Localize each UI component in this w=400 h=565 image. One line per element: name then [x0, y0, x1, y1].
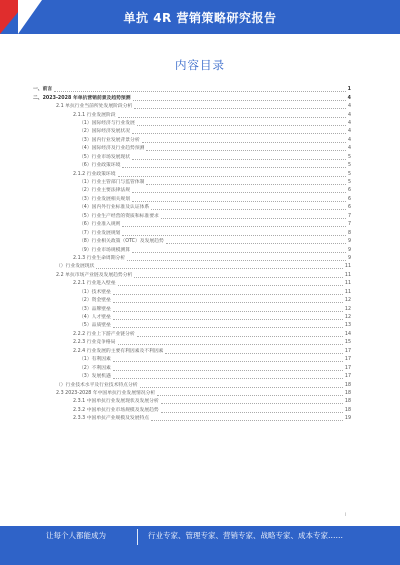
toc-entry-page: 14 — [344, 331, 351, 337]
toc-leader-dots — [132, 192, 346, 193]
toc-entry-label: （）行业技术水平及行业技术特点分析 — [56, 382, 138, 388]
footer-experts: 行业专家、管理专家、营销专家、战略专家、成本专家…… — [148, 531, 343, 540]
toc-leader-dots — [146, 184, 346, 185]
toc-entry[interactable] — [33, 331, 351, 339]
toc-entry[interactable] — [33, 103, 351, 111]
toc-leader-dots — [127, 260, 346, 261]
toc-entry-page: 4 — [347, 129, 351, 135]
toc-entry[interactable] — [33, 128, 351, 136]
toc-entry[interactable] — [33, 229, 351, 237]
toc-entry-page: 9 — [347, 247, 351, 253]
toc-entry-label: （4）国内外行业标准及认证体系 — [79, 205, 150, 211]
toc-entry-page: 17 — [344, 357, 351, 363]
toc-entry[interactable] — [33, 398, 351, 406]
toc-entry-page: 7 — [347, 222, 351, 228]
toc-entry-page: 18 — [344, 382, 351, 388]
toc-entry[interactable] — [33, 213, 351, 221]
toc-entry[interactable] — [33, 187, 351, 195]
toc-entry-page: 13 — [344, 323, 351, 329]
toc-entry-label: 2.2.1 行业进入壁垒 — [73, 281, 116, 287]
toc-leader-dots — [137, 336, 343, 337]
toc-leader-dots — [118, 176, 346, 177]
toc-leader-dots — [122, 226, 346, 227]
toc-entry[interactable] — [33, 297, 351, 305]
toc-leader-dots — [166, 243, 346, 244]
toc-title: 内容目录 — [175, 58, 225, 72]
toc-entry-page: 9 — [347, 255, 351, 261]
toc-entry-label: 2.2 单抗市场产业链及发展趋势分析 — [56, 272, 133, 278]
toc-entry-page: 17 — [344, 365, 351, 371]
toc-entry[interactable] — [33, 390, 351, 398]
toc-entry[interactable] — [33, 170, 351, 178]
toc-entry[interactable] — [33, 246, 351, 254]
toc-entry-label: （5）行业市场发展现状 — [79, 154, 131, 160]
toc-entry-label: （4）国际经济及行业趋势预测 — [79, 146, 145, 152]
toc-entry[interactable] — [33, 322, 351, 330]
toc-entry-label: （）行业发展现状 — [56, 264, 95, 270]
toc-entry-label: 2.2.2 行业上下游产业链分析 — [73, 331, 135, 337]
toc-entry-page: 18 — [344, 399, 351, 405]
toc-entry-label: 2.1 单抗行业当前所处发展阶段分析 — [56, 104, 133, 110]
toc-leader-dots — [54, 91, 345, 92]
toc-leader-dots — [142, 142, 346, 143]
toc-entry[interactable] — [33, 162, 351, 170]
report-header — [0, 0, 400, 34]
toc-entry-page: 4 — [347, 146, 351, 152]
toc-entry-page: 15 — [344, 340, 351, 346]
toc-leader-dots — [161, 403, 343, 404]
toc-leader-dots — [133, 100, 346, 101]
table-of-contents — [33, 86, 351, 424]
toc-entry[interactable] — [33, 373, 351, 381]
toc-entry[interactable] — [33, 407, 351, 415]
toc-entry[interactable] — [33, 255, 351, 263]
toc-entry-page: 18 — [344, 407, 351, 413]
toc-leader-dots — [113, 378, 343, 379]
toc-entry-page: 5 — [347, 180, 351, 186]
toc-entry-page: 4 — [347, 112, 351, 118]
report-footer — [0, 526, 400, 565]
toc-entry-label: （4）人才壁垒 — [79, 315, 111, 321]
toc-entry-label: （8）行业相关政策（OTC）及发展趋势 — [79, 239, 164, 245]
toc-entry-page: 4 — [347, 104, 351, 110]
toc-leader-dots — [122, 235, 346, 236]
toc-entry-label: （5）品质壁垒 — [79, 323, 111, 329]
toc-entry-label: 2.3.3 中国单抗产业规模及发展特点 — [73, 416, 150, 422]
toc-entry-label: 2.1.2 行业政策环境 — [73, 171, 116, 177]
toc-entry-page: 1 — [347, 87, 351, 93]
toc-entry-page: 18 — [344, 390, 351, 396]
toc-leader-dots — [140, 387, 343, 388]
toc-entry-label: 2.2.4 行业发展的主要有利因素及不利因素 — [73, 348, 164, 354]
toc-entry-label: （5）行业生产经营的资质和标准要求 — [79, 213, 159, 219]
toc-entry[interactable] — [33, 94, 351, 102]
toc-entry-label: （9）行业市场规模测算 — [79, 247, 131, 253]
toc-entry-page: 6 — [347, 196, 351, 202]
toc-entry[interactable] — [33, 204, 351, 212]
toc-entry-page: 11 — [344, 281, 351, 287]
toc-entry-page: 11 — [344, 264, 351, 270]
toc-entry-page: 9 — [347, 239, 351, 245]
toc-entry-page: 7 — [347, 213, 351, 219]
toc-entry-label: （6）行业准入规则 — [79, 222, 121, 228]
toc-leader-dots — [122, 167, 346, 168]
toc-leader-dots — [151, 420, 343, 421]
toc-entry[interactable] — [33, 356, 351, 364]
toc-entry[interactable] — [33, 238, 351, 246]
toc-entry[interactable] — [33, 339, 351, 347]
toc-entry[interactable] — [33, 415, 351, 423]
toc-entry[interactable] — [33, 111, 351, 119]
toc-entry-label: 2.2.3 行业竞争格局 — [73, 340, 116, 346]
toc-entry[interactable] — [33, 381, 351, 389]
toc-entry-label: （3）品牌壁垒 — [79, 306, 111, 312]
toc-entry-page: 6 — [347, 188, 351, 194]
toc-leader-dots — [134, 277, 343, 278]
toc-entry-label: （1）有利因素 — [79, 357, 111, 363]
toc-leader-dots — [132, 252, 346, 253]
toc-entry-page: 5 — [347, 154, 351, 160]
toc-entry-page: 11 — [344, 289, 351, 295]
toc-leader-dots — [96, 268, 343, 269]
toc-entry-label: 2.3 2023-2028 年中国单抗行业发展情况分析 — [56, 390, 156, 396]
toc-entry[interactable] — [33, 289, 351, 297]
toc-entry[interactable] — [33, 221, 351, 229]
report-title: 单抗 4R 营销策略研究报告 — [123, 11, 277, 25]
toc-entry-page: 19 — [344, 416, 351, 422]
toc-leader-dots — [118, 285, 343, 286]
toc-entry-page: 12 — [344, 315, 351, 321]
toc-leader-dots — [161, 412, 343, 413]
toc-entry-label: （1）技术壁垒 — [79, 289, 111, 295]
toc-entry-page: 12 — [344, 306, 351, 312]
toc-entry-page: 8 — [347, 230, 351, 236]
toc-leader-dots — [118, 117, 346, 118]
toc-entry-page: 5 — [347, 163, 351, 169]
toc-entry-label: （2）资金壁垒 — [79, 298, 111, 304]
toc-entry[interactable] — [33, 263, 351, 271]
toc-leader-dots — [132, 133, 346, 134]
toc-leader-dots — [113, 311, 343, 312]
toc-leader-dots — [113, 327, 343, 328]
toc-entry-page: 12 — [344, 298, 351, 304]
toc-leader-dots — [132, 201, 346, 202]
toc-entry-label: （6）行业政策环境 — [79, 163, 121, 169]
toc-entry-page: 4 — [347, 95, 351, 101]
toc-entry-label: 2.3.1 中国单抗行业发展现状及发展分析 — [73, 399, 159, 405]
toc-leader-dots — [151, 209, 346, 210]
toc-entry-page: 17 — [344, 348, 351, 354]
toc-entry-label: （3）行业发展相关规划 — [79, 196, 131, 202]
toc-leader-dots — [137, 125, 346, 126]
toc-entry[interactable] — [33, 196, 351, 204]
toc-entry[interactable] — [33, 86, 351, 94]
toc-leader-dots — [113, 370, 343, 371]
toc-leader-dots — [157, 395, 343, 396]
toc-entry[interactable] — [33, 314, 351, 322]
toc-entry-page: 4 — [347, 137, 351, 143]
toc-entry[interactable] — [33, 154, 351, 162]
toc-leader-dots — [113, 319, 343, 320]
toc-entry-label: （2）行业主要法律法规 — [79, 188, 131, 194]
toc-entry[interactable] — [33, 364, 351, 372]
toc-entry[interactable] — [33, 137, 351, 145]
toc-leader-dots — [161, 218, 346, 219]
toc-leader-dots — [165, 353, 342, 354]
toc-entry[interactable] — [33, 120, 351, 128]
toc-leader-dots — [113, 294, 343, 295]
toc-entry-label: （3）发展机遇 — [79, 374, 111, 380]
toc-entry[interactable] — [33, 145, 351, 153]
toc-entry-page: 5 — [347, 171, 351, 177]
toc-entry[interactable] — [33, 348, 351, 356]
toc-entry-label: （3）国内行业发展背景分析 — [79, 137, 140, 143]
toc-entry-label: 2.1.3 行业生命周期分析 — [73, 255, 126, 261]
toc-entry-page: 17 — [344, 374, 351, 380]
toc-entry-label: 一、前言 — [33, 87, 53, 93]
footer-divider — [137, 529, 138, 545]
toc-leader-dots — [113, 302, 343, 303]
toc-entry-label: 二、2023-2028 年单抗营销前景及趋势预测 — [33, 95, 131, 101]
toc-leader-dots — [113, 361, 343, 362]
toc-leader-dots — [146, 150, 346, 151]
footer-slogan: 让每个人都能成为 — [46, 531, 106, 540]
toc-entry-label: 2.1.1 行业发展阶段 — [73, 112, 116, 118]
toc-entry-label: （2）国际经济发展状况 — [79, 129, 131, 135]
toc-entry-label: （2）不利因素 — [79, 365, 111, 371]
toc-entry-label: 2.3.2 中国单抗行业市场规模及发展趋势 — [73, 407, 159, 413]
toc-entry[interactable] — [33, 179, 351, 187]
toc-entry-label: （1）国际经济与行业发展 — [79, 120, 135, 126]
toc-leader-dots — [132, 159, 346, 160]
toc-entry-label: （7）行业发展规划 — [79, 230, 121, 236]
toc-entry[interactable] — [33, 305, 351, 313]
toc-entry[interactable] — [33, 280, 351, 288]
toc-entry-page: 6 — [347, 205, 351, 211]
toc-leader-dots — [134, 108, 346, 109]
toc-entry-label: （1）行业主管部门与监管体制 — [79, 180, 145, 186]
toc-entry-page: 4 — [347, 120, 351, 126]
toc-entry[interactable] — [33, 272, 351, 280]
toc-leader-dots — [118, 344, 343, 345]
page-marker: i — [345, 512, 347, 518]
toc-entry-page: 11 — [344, 272, 351, 278]
